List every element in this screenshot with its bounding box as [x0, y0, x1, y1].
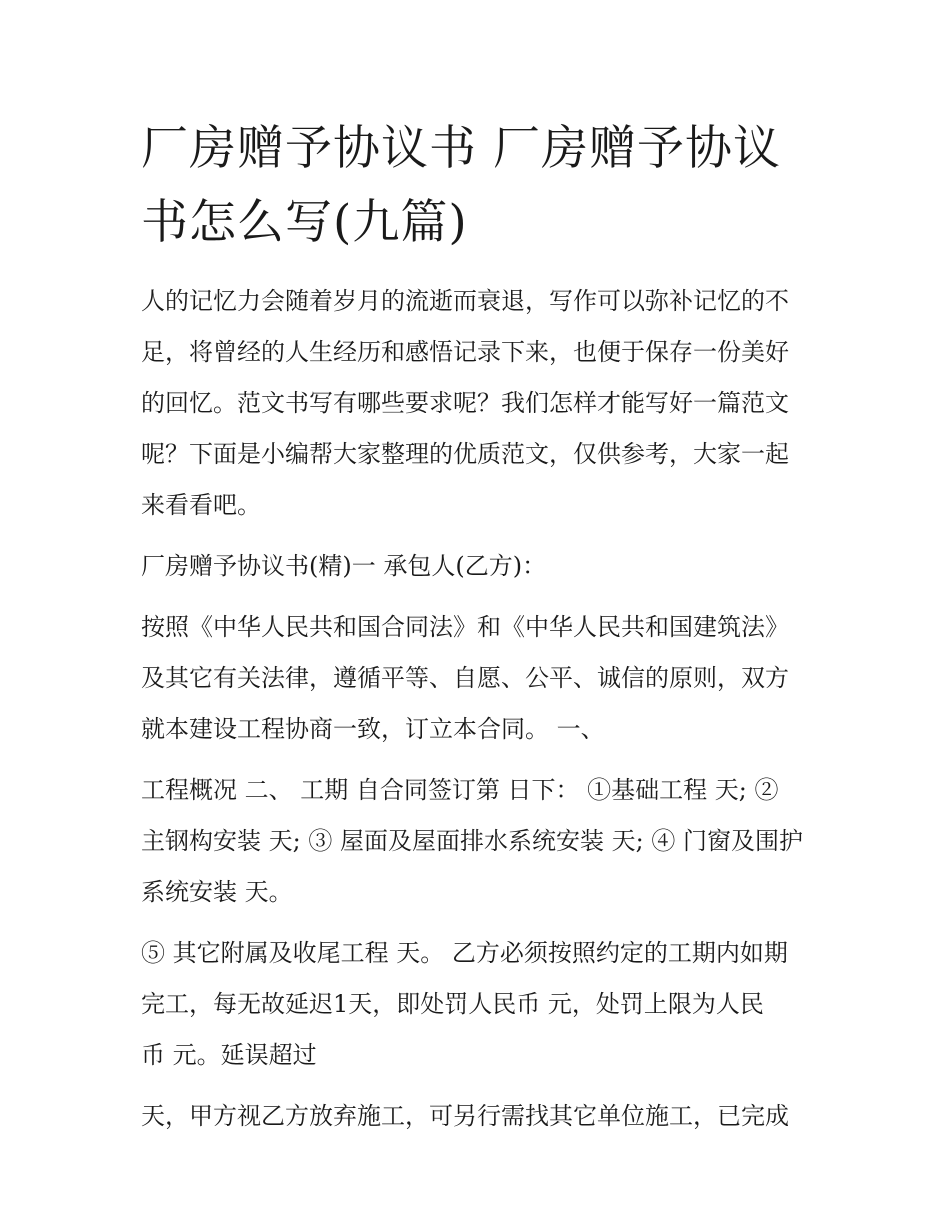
text-line: 工程概况 二、 工期 自合同签订第 日下： ①基础工程 天; ② — [141, 776, 779, 804]
text-line: 天，甲方视乙方放弃施工，可另行需找其它单位施工，已完成 — [141, 1102, 789, 1130]
contract-paragraph-basis — [141, 602, 813, 755]
title-line: 书怎么写(九篇) — [141, 195, 468, 250]
title-line: 厂房赠予协议书 厂房赠予协议 — [141, 121, 781, 176]
section-heading — [141, 541, 813, 592]
text-line: 按照《中华人民共和国合同法》和《中华人民共和国建筑法》 — [141, 613, 789, 641]
text-line: 足，将曾经的人生经历和感悟记录下来，也便于保存一份美好 — [141, 338, 789, 366]
text-line: 的回忆。范文书写有哪些要求呢？我们怎样才能写好一篇范文 — [141, 389, 789, 417]
text-line: 完工，每无故延迟1天，即处罚人民币 元，处罚上限为人民 — [141, 990, 764, 1018]
text-line: 及其它有关法律，遵循平等、自愿、公平、诚信的原则，双方 — [141, 664, 789, 692]
text-line: 呢？下面是小编帮大家整理的优质范文，仅供参考，大家一起 — [141, 440, 789, 468]
text-line: 主钢构安装 天; ③ 屋面及屋面排水系统安装 天; ④ 门窗及围护 — [141, 827, 803, 855]
document-body — [141, 112, 813, 1142]
document-title — [141, 112, 813, 260]
text-line: 系统安装 天。 — [141, 878, 293, 906]
text-line: ⑤ 其它附属及收尾工程 天。 乙方必须按照约定的工期内如期 — [141, 939, 788, 967]
text-line: 币 元。延误超过 — [141, 1041, 317, 1069]
contract-paragraph-schedule — [141, 765, 813, 918]
text-line: 厂房赠予协议书(精)一 承包人(乙方)： — [141, 552, 547, 580]
contract-paragraph-termination — [141, 1091, 813, 1142]
text-line: 来看看吧。 — [141, 491, 261, 519]
text-line: 人的记忆力会随着岁月的流逝而衰退，写作可以弥补记忆的不 — [141, 287, 789, 315]
intro-paragraph — [141, 276, 813, 531]
text-line: 就本建设工程协商一致，订立本合同。 一、 — [141, 715, 605, 743]
contract-paragraph-penalty — [141, 928, 813, 1081]
